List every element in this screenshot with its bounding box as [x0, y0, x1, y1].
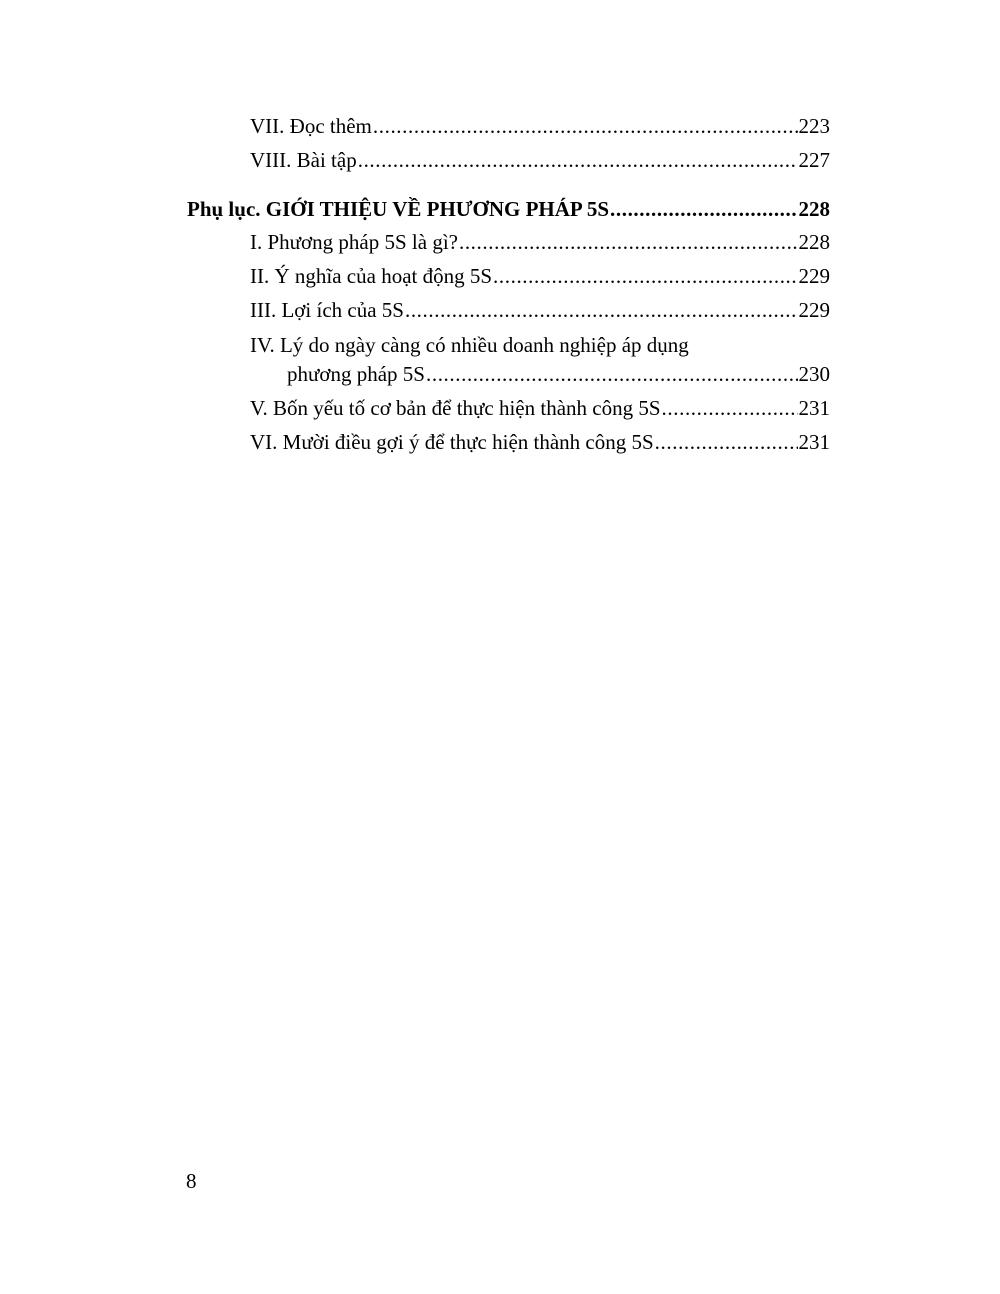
- toc-entry-label: VII. Đọc thêm: [250, 114, 372, 138]
- toc-entry-page: 229: [798, 298, 830, 322]
- toc-entry-page: 231: [798, 396, 830, 420]
- toc-entry-label: VIII. Bài tập: [250, 148, 357, 172]
- toc-entry-label: phương pháp 5S: [287, 362, 425, 386]
- dot-leader: [662, 395, 798, 421]
- dot-leader: [610, 196, 797, 222]
- toc-entry-label: V. Bốn yếu tố cơ bản để thực hiện thành công 5S: [250, 396, 661, 420]
- toc-entry-page: 223: [798, 114, 830, 138]
- toc-entry-label: III. Lợi ích của 5S: [250, 298, 404, 322]
- dot-leader: [373, 113, 798, 139]
- toc-entry-vii: [250, 113, 830, 139]
- toc-entry-label: I. Phương pháp 5S là gì?: [250, 230, 458, 254]
- toc-entry-label: IV. Lý do ngày càng có nhiều doanh nghiệp áp dụng: [250, 333, 689, 357]
- toc-entry-page: 227: [798, 148, 830, 172]
- toc-entry-label: VI. Mười điều gợi ý để thực hiện thành công 5S: [250, 430, 654, 454]
- toc-entry-label: Phụ lục. GIỚI THIỆU VỀ PHƯƠNG PHÁP 5S: [187, 197, 610, 221]
- toc-entry-page: 230: [798, 362, 830, 386]
- dot-leader: [493, 263, 797, 289]
- dot-leader: [655, 429, 798, 455]
- dot-leader: [405, 297, 798, 323]
- toc-entry-iv-line1: [250, 332, 689, 358]
- toc-entry-ii: [250, 263, 830, 289]
- toc-entry-page: 228: [798, 197, 830, 221]
- dot-leader: [426, 361, 798, 387]
- toc-entry-v: [250, 395, 830, 421]
- toc-entry-viii: [250, 147, 830, 173]
- toc-entry-iii: [250, 297, 830, 323]
- toc-entry-i: [250, 229, 830, 255]
- toc-entry-page: 229: [798, 264, 830, 288]
- dot-leader: [459, 229, 798, 255]
- toc-entry-iv: [287, 361, 830, 387]
- toc-entry-label: II. Ý nghĩa của hoạt động 5S: [250, 264, 493, 288]
- toc-appendix-heading: [187, 196, 830, 222]
- toc-entry-page: 228: [798, 230, 830, 254]
- toc-entry-vi: [250, 429, 830, 455]
- page-number: 8: [186, 1169, 197, 1193]
- dot-leader: [358, 147, 798, 173]
- toc-entry-page: 231: [798, 430, 830, 454]
